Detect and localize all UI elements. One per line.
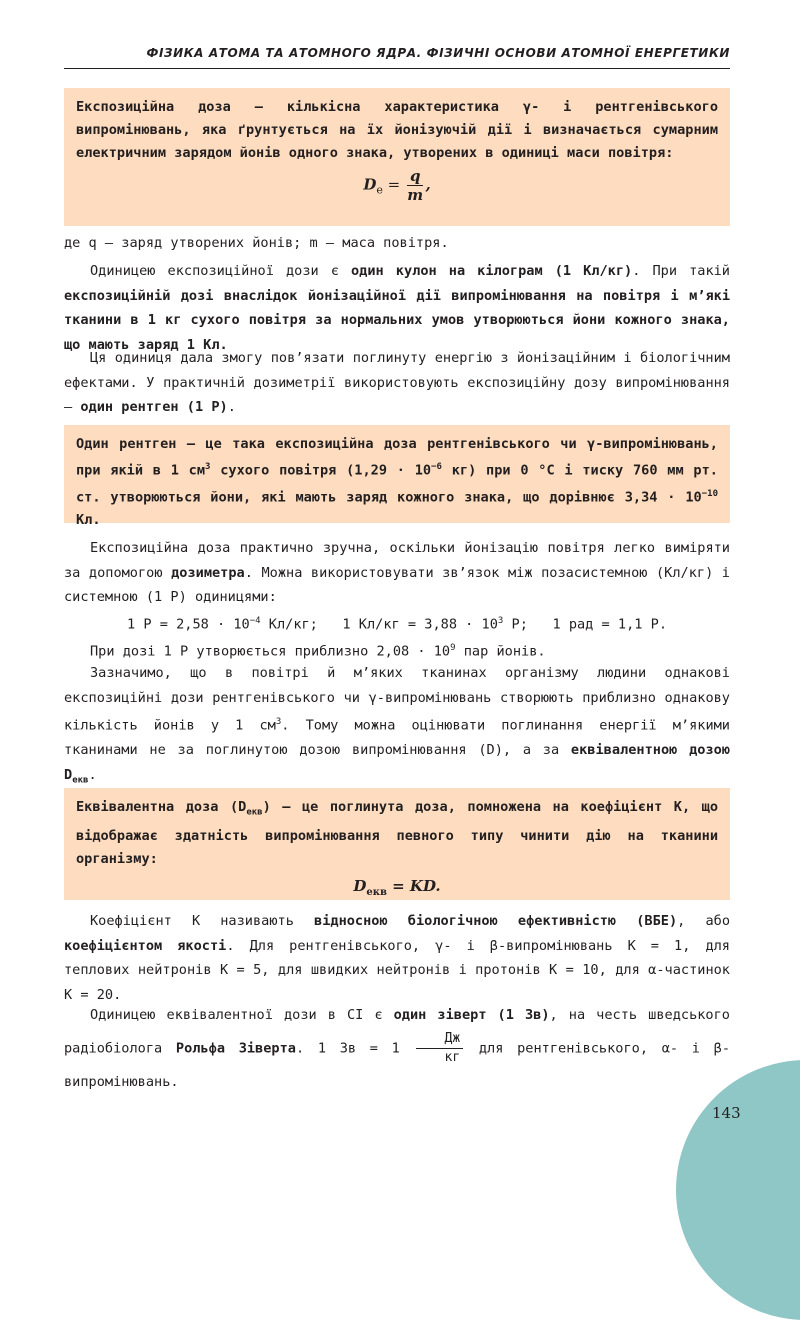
exposure-dose-definition: Експозиційна доза – кількісна характеристика γ- і рентгенівського випромінювань, яка ґрунтується на їх йонізуючій дії і визначається сумарним електричним зарядом йонів одного знака, утворених в одиниці маси повітря:: [76, 99, 718, 161]
unit-conversion-equations: 1 $Р = 2,58 \cdot 10^{-4}$ Кл/кг; 1 $Кл/кг = 3,88 \cdot 10^3$ Р; 1 рад = 1,1 Р.: [126, 616, 668, 633]
definition-box-exposure-dose: [64, 88, 730, 226]
definition-box-roentgen: Один рентген – це така експозиційна доза рентгенівського чи γ-випромінювань, при якій в 1 $см^3$ сухого повітря ($1,29 \cdot 10^{-6}$ кг) при 0 °С і тиску 760 мм рт. ст. утворюються йони, які мають заряд кожного знака, що дорівнює $3,34 \cdot 10^{-10}$ Кл.: [64, 425, 730, 523]
fraction-q-over-m: $\frac{q}{m}$: [407, 167, 424, 204]
equivalent-dose-formula: $D_{екв}$ = KD.: [353, 876, 441, 898]
paragraph-roentgen-intro: Ця одиниця дала змогу пов’язати поглинуту енергію з йонізаційним і біологічним ефектами. У практичній дозиметрії використовують експозиційну дозу випромінювання – один рентген (1 Р).: [64, 350, 730, 415]
formula-legend: де q – заряд утворених йонів; m – маса повітря.: [64, 235, 449, 251]
paragraph-sievert: Одиницею еквівалентної дози в СІ є один зіверт (1 Зв), на честь шведського радіобіолога Рольфа Зіверта. 1 Зв = 1 $\frac{Дж}{кг}$ для рентгенівського, α- і β-випромінювань.: [64, 1007, 731, 1090]
running-header: ФІЗИКА АТОМА ТА АТОМНОГО ЯДРА. ФІЗИЧНІ ОСНОВИ АТОМНОЇ ЕНЕРГЕТИКИ: [146, 46, 730, 60]
paragraph-dosimeter: Експозиційна доза практично зручна, оскільки йонізацію повітря легко виміряти за допомогою дозиметра. Можна використовувати зв’язок між позасистемною (Кл/кг) і системною (1 Р) одиницями:: [64, 540, 730, 605]
paragraph-equivalent-dose-intro: Зазначимо, що в повітрі й м’яких тканинах організму людини однакові експозиційні дози рентгенівського чи γ-випромінювань створюють приблизно однакову кількість йонів у 1 $см^3$. Тому можна оцінювати поглинання енергії м’якими тканинами не за поглинутою дозою випромінювання (D), а за еквівалентною дозою $D_{екв}$.: [64, 665, 731, 786]
page-number: 143: [712, 1104, 741, 1122]
fraction-joule-per-kg: $\frac{Дж}{кг}$: [416, 1030, 464, 1067]
header-rule: [64, 68, 730, 69]
page-corner-decoration: [676, 1060, 800, 1320]
paragraph-quality-factor: Коефіцієнт K називають відносною біологічною ефективністю (ВБЕ), або коефіцієнтом якості. Для рентгенівського, γ- і β-випромінювань K = 1, для теплових нейтронів K = 5, для швидких нейтронів і протонів K = 10, для α-частинок K = 20.: [64, 913, 730, 1003]
paragraph-unit-coulomb: Одиницею експозиційної дози є один кулон на кілограм (1 Кл/кг). При такій експозиційній дозі внаслідок йонізаційної дії випромінювання на повітря і м’які тканини в 1 кг сухого повітря за нормальних умов утворюються йони кожного знака, що мають заряд 1 Кл.: [64, 263, 730, 353]
paragraph-ion-pairs: При дозі 1 Р утворюється приблизно $2,08 \cdot 10^9$ пар йонів.: [90, 643, 546, 660]
exposure-dose-formula: $D_e$ = $\frac{q}{m}$ ,: [363, 167, 431, 204]
definition-box-equivalent-dose: Еквівалентна доза $(D_{екв})$ – це поглинута доза, помножена на коефіцієнт K, що відображає здатність випромінювання певного типу чинити дію на тканини організму: $D_{екв}$ = KD.: [64, 788, 730, 900]
